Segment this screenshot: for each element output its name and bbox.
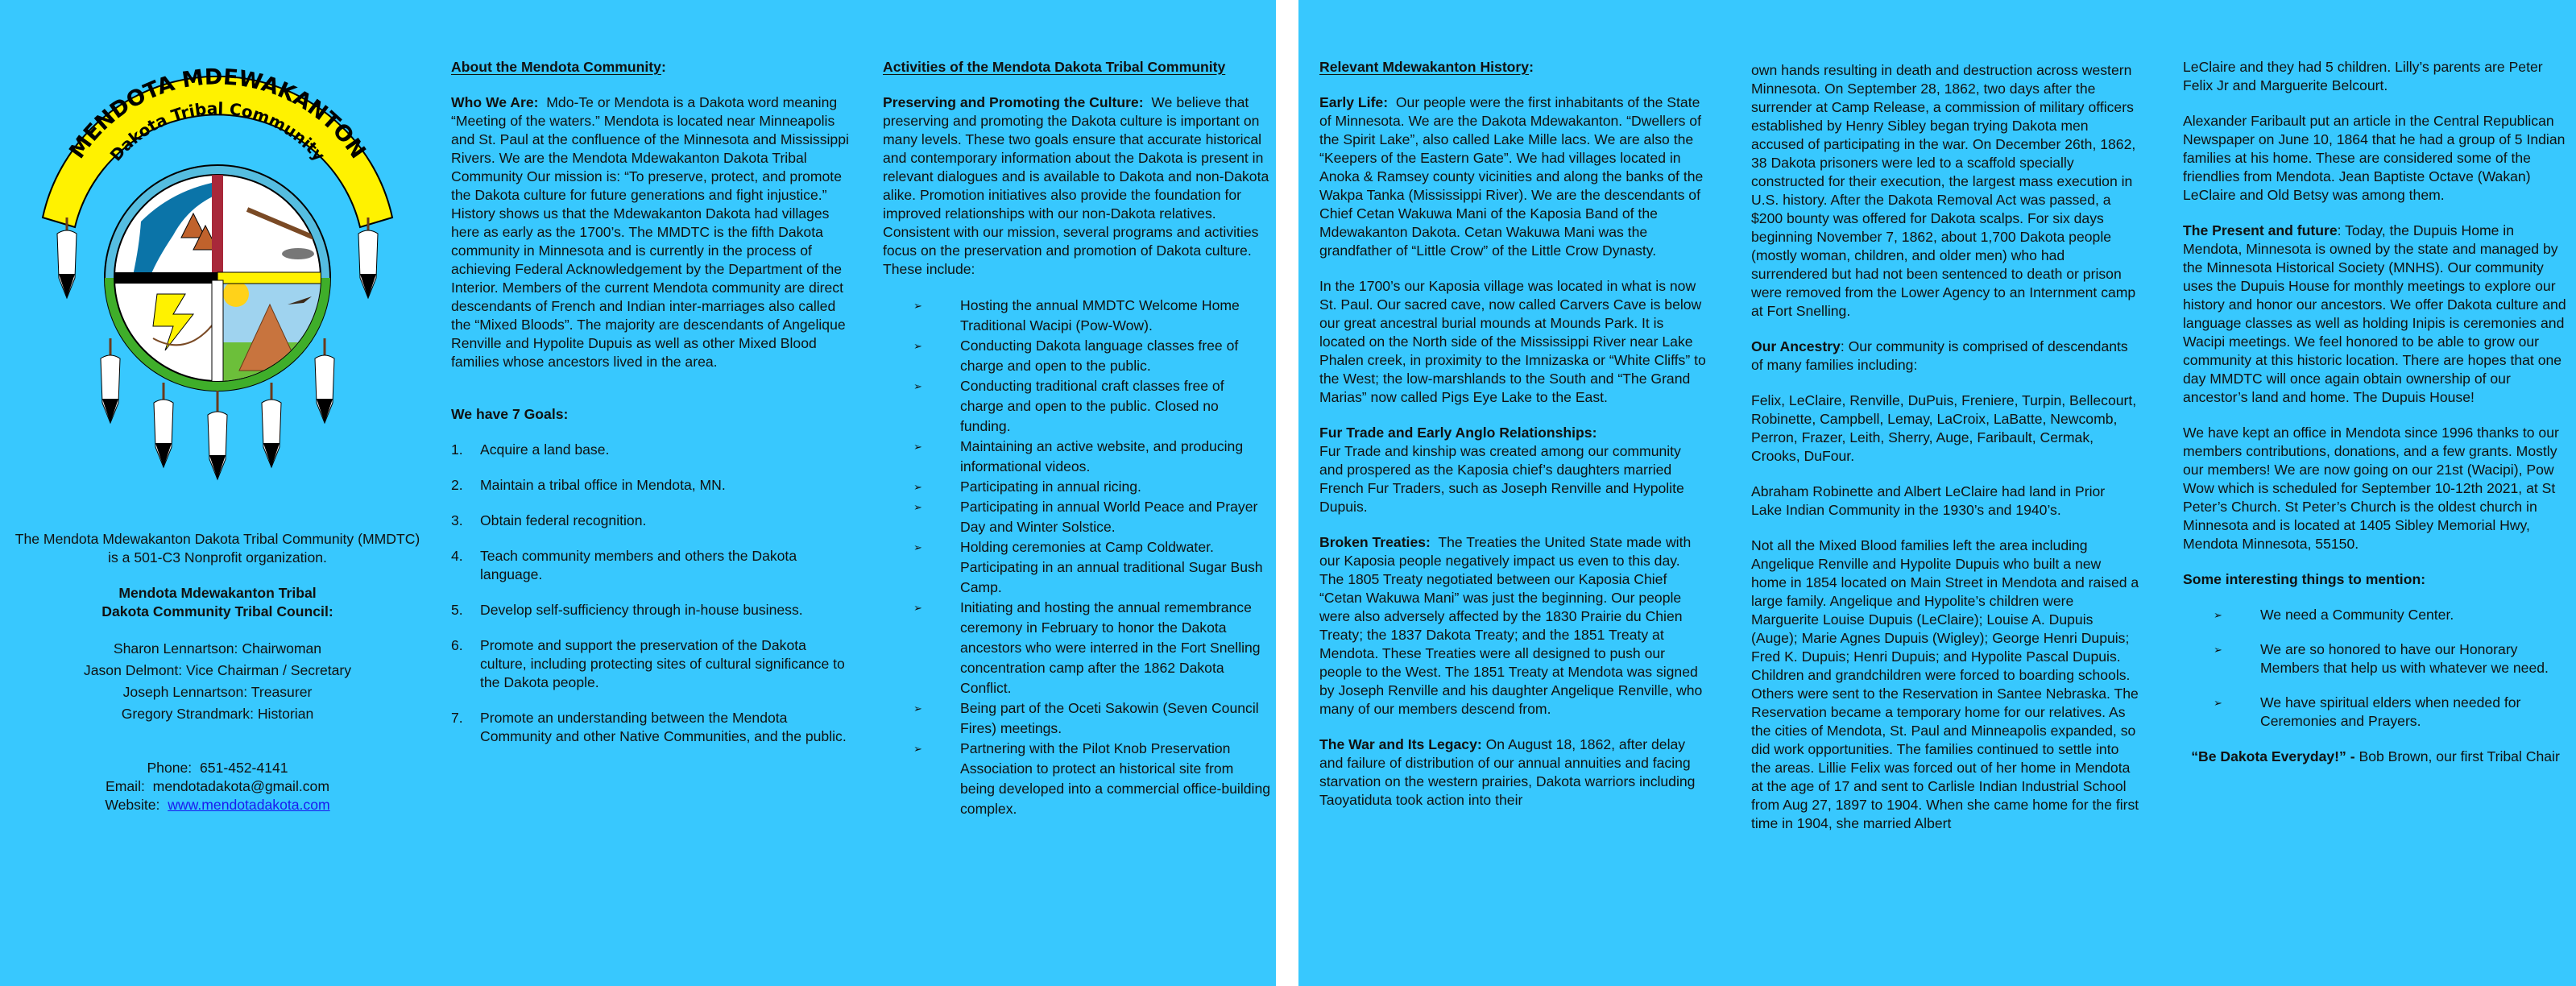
activities-heading: Activities of the Mendota Dakota Tribal Community [883, 59, 1226, 75]
arrow-bullet-icon: ➢ [913, 340, 922, 352]
contact-email: Email: mendotadakota@gmail.com [106, 778, 329, 794]
feather-icon [282, 248, 314, 259]
arrow-bullet-icon: ➢ [913, 743, 922, 755]
cross-bar-yellow [217, 272, 330, 284]
fur-trade-paragraph: Fur Trade and kinship was created among our community and prospered as the Kaposia chief’s daughters married French Fur Traders, such as Joseph Renville and Hypolite Dupuis. [1319, 443, 1684, 515]
cross-bar-white [212, 280, 223, 387]
website-link[interactable]: www.mendotadakota.com [168, 797, 330, 813]
contact-phone: Phone: 651-452-4141 [147, 760, 288, 776]
logo-title-line2: Dakota Tribal Community [106, 98, 329, 165]
email-link[interactable]: mendotadakota@gmail.com [152, 778, 329, 794]
activity-item: ➢ Holding ceremonies at Camp Coldwater. Participating in an annual traditional Sugar Bush Camp. [883, 537, 1271, 598]
interesting-item: ➢ We need a Community Center. [2214, 607, 2454, 623]
present-paragraph: The Present and future: Today, the Dupuis Home in Mendota, Minnesota is owned by the state and managed by the Minnesota Historical Society (MNHS). Our community uses the Dupuis House for monthly meetings to explore our history and honor our ancestors. We offer Dakota culture and language classes as well as holding Inipis is ceremonies and Wacipi meetings. We feel honored to be able to grow our community at this historic location. There are hopes that one day MMDTC will once again obtain ownership of our ancestor’s land and home. The Dupuis House! [2183, 222, 2566, 405]
arrow-bullet-icon: ➢ [2214, 644, 2222, 656]
arrow-bullet-icon: ➢ [913, 441, 922, 453]
families-list: Felix, LeClaire, Renville, DuPuis, Freniere, Turpin, Bellecourt, Robinette, Campbell, Lemay, LaCroix, LaBatte, Newcomb, Perron, Frazer, Leith, Sherry, Auge, Faribault, Cermak, Crooks, DuFour. [1751, 392, 2137, 464]
early-life-paragraph: Early Life: Our people were the first inhabitants of the State of Minnesota. We are the Dakota Mdewakanton. “Dwellers of the Spirit Lake”, also called Lake Mille lacs. We are also the “Keepers of the Eastern Gate”. We had villages located in Anoka & Ramsey county vicinities and along the banks of the Wakpa Tanka (Mississippi River). We are the descendants of Chief Cetan Wakuwa Mani of the Kaposia Band of the Mdewakanton Dakota. Cetan Wakuwa Mani was the grandfather of “Little Crow” of the Little Crow Dynasty. [1319, 94, 1704, 259]
arrow-bullet-icon: ➢ [2214, 609, 2222, 621]
contact-website: Website: www.mendotadakota.com [105, 797, 330, 813]
activity-item: ➢ Being part of the Oceti Sakowin (Seven Council Fires) meetings. [883, 698, 1271, 739]
interesting-heading: Some interesting things to mention: [2183, 571, 2426, 587]
sun-icon [223, 281, 249, 307]
kaposia-paragraph: In the 1700’s our Kaposia village was located in what is now St. Paul. Our sacred cave, now called Carvers Cave is below our great ancestral burial mounds at Mounds Park. It is located on the North side of the Mississippi River near Lake Phalen creek, in proximity to the Imnizaska or “White Cliffs” to the West; the low-marshlands to the South and “The Grand Marias” now called Pigs Eye Lake to the East. [1319, 278, 1706, 405]
interesting-list [2183, 606, 2568, 731]
council-member: Sharon Lennartson: Chairwoman [113, 640, 322, 657]
interesting-item: ➢ We have spiritual elders when needed for Ceremonies and Prayers. [2214, 694, 2521, 729]
interesting-item: ➢ We are so honored to have our Honorary Members that help us with whatever we need. [2214, 641, 2549, 676]
goal-item: 3. Obtain federal recognition. [451, 512, 647, 528]
goals-heading: We have 7 Goals: [451, 406, 569, 422]
goal-item: 2. Maintain a tribal office in Mendota, MN. [451, 477, 726, 493]
closing-quote: “Be Dakota Everyday!” - Bob Brown, our first Tribal Chair [2191, 748, 2560, 764]
present-section [2183, 0, 2568, 986]
treaties-paragraph: Broken Treaties: The Treaties the United State made with our Kaposia people negatively impact us even to this day. The 1805 Treaty negotiated between our Kaposia Chief “Cetan Wakuwa Mani” was just the beginning. Our people were also adversely affected by the 1830 Prairie du Chien Treaty; the 1837 Dakota Treaty; and the 1851 Treaty at Mendota. These Treaties were all designed to push our people to the West. The 1851 Treaty at Mendota was signed by Joseph Renville and his daughter Angelique Renville, who many of our members descend from. [1319, 534, 1703, 717]
who-we-are: Who We Are: Mdo-Te or Mendota is a Dakota word meaning “Meeting of the waters.” Mendota is located near Minneapolis and St. Paul at the confluence of the Minnesota and Mississippi Rivers. We are the Mendota Mdewakanton Dakota Tribal Community Our mission is: “To preserve, protect, and promote the Dakota culture for future generations and fight injustice.” History shows us that the Mdewakanton Dakota had villages here as early as the 1700’s. The MMDTC is the fifth Dakota community in Minnesota and is currently in the process of achieving Federal Acknowledgement by the Department of the Interior. Members of the current Mendota community are direct descendants of French and Indian inter-marriages also called the “Mixed Bloods”. The majority are descendants of Angelique Renville and Hypolite Dupuis as well as other Mixed Blood families whose ancestors lived in the area. [451, 94, 849, 370]
council-list [10, 638, 425, 725]
arrow-bullet-icon: ➢ [913, 602, 922, 614]
cross-bar-red [212, 169, 223, 276]
history-continued [1751, 0, 2139, 986]
war-paragraph: The War and Its Legacy: On August 18, 1862, after delay and failure of distribution of our annual annuities and facing starvation on the western prairies, Dakota warriors including Taoyatiduta took action into their [1319, 736, 1696, 808]
goal-item: 6. Promote and support the preservation of the Dakota culture, including protecting sites of cultural significance to the Dakota people. [451, 637, 845, 690]
history-heading: Relevant Mdewakanton History: [1319, 59, 1534, 75]
activities-list [883, 296, 1271, 819]
activity-item: ➢ Conducting Dakota language classes free of charge and open to the public. [883, 336, 1271, 376]
tribal-logo [36, 48, 399, 499]
arrow-bullet-icon: ➢ [913, 541, 922, 553]
logo-title-line1: MENDOTA MDEWAKANTON [64, 64, 371, 164]
about-section [451, 0, 854, 986]
activity-item: ➢ Initiating and hosting the annual remembrance ceremony in February to honor the Dakota ancestors who were interred in the Fort Snelling concentration camp after the 1862 Dakota Conflict. [883, 598, 1271, 698]
activities-section [883, 0, 1271, 986]
office-paragraph: We have kept an office in Mendota since 1996 thanks to our members contributions, donations, and a few grants. Mostly our members! We are now going on our 21st (Wacipi), Pow Wow which is scheduled for September 10-12th 2021, at St Peter’s Church. St Peter’s Church is the oldest church in Minnesota and is located at 1405 Sibley Memorial Hwy, Mendota Minnesota, 55150. [2183, 425, 2559, 552]
mixed-blood-paragraph: Not all the Mixed Blood families left the area including Angelique Renville and Hypolite Dupuis who built a new home in 1854 located on Main Street in Mendota and raised a large family. Angelique and Hypolite’s children were Marguerite Louise Dupuis (LeClaire); Louise A. Dupuis (Auge); Marie Agnes Dupuis (Wigley); George Henri Dupuis; Fred K. Dupuis; Henri Dupuis; and Hypolite Pascal Dupuis. Children and grandchildren were forced to boarding schools. Others were sent to the Reservation in Santee Nebraska. The Reservation became a temporary home for our relatives. As the cities of Mendota, St. Paul and Minneapolis expanded, so did work opportunities. The families continued to settle into the areas. Lillie Felix was forced out of her home in Mendota at the age of 17 and sent to Carlisle Indian Industrial School from Aug 27, 1897 to 1904. When she came home for the first time in 1904, she married Albert [1751, 537, 2139, 831]
prior-lake-paragraph: Abraham Robinette and Albert LeClaire had land in Prior Lake Indian Community in the 1930’s and 1940’s. [1751, 483, 2106, 518]
arrow-bullet-icon: ➢ [913, 481, 922, 493]
history-section [1319, 0, 1708, 986]
activity-item: ➢ Participating in annual ricing. [883, 477, 1271, 497]
activity-item: ➢ Conducting traditional craft classes free of charge and open to the public. Closed no funding. [883, 376, 1271, 437]
arrow-bullet-icon: ➢ [2214, 697, 2222, 709]
about-heading: About the Mendota Community: [451, 59, 666, 75]
cross-bar-black [109, 272, 217, 284]
org-info-panel [10, 0, 425, 986]
faribault-paragraph: Alexander Faribault put an article in the Central Republican Newspaper on June 10, 1864 that he had a group of 5 Indian families at his home. These are considered some of the friendlies from Mendota. Jean Baptiste Octave (Wakan) LeClaire and Old Betsy was among them. [2183, 113, 2566, 203]
arrow-bullet-icon: ➢ [913, 702, 922, 715]
arrow-bullet-icon: ➢ [913, 380, 922, 392]
council-title: Mendota Mdewakanton Tribal Dakota Community Tribal Council: [101, 585, 333, 619]
council-member: Jason Delmont: Vice Chairman / Secretary [83, 662, 352, 678]
activity-item: ➢ Participating in annual World Peace and Prayer Day and Winter Solstice. [883, 497, 1271, 537]
activity-item: ➢ Partnering with the Pilot Knob Preservation Association to protect an historical site from being developed into a commercial office-building complex. [883, 739, 1271, 819]
activity-item: ➢ Hosting the annual MMDTC Welcome Home Traditional Wacipi (Pow-Wow). [883, 296, 1271, 336]
arrow-bullet-icon: ➢ [913, 300, 922, 312]
goal-item: 7. Promote an understanding between the Mendota Community and other Native Communities, and the public. [451, 710, 847, 744]
goal-item: 4. Teach community members and others the Dakota language. [451, 548, 797, 582]
org-statement: The Mendota Mdewakanton Dakota Tribal Community (MMDTC) is a 501-C3 Nonprofit organization. [14, 531, 420, 566]
council-member: Joseph Lennartson: Treasurer [122, 684, 313, 700]
goals-list [451, 441, 854, 746]
culture-paragraph: Preserving and Promoting the Culture: We believe that preserving and promoting the Dakota culture is important on many levels. These two goals ensure that accurate historical and contemporary information about the Dakota is present in relevant dialogues and is available to Dakota and non-Dakota alike. Promotion initiatives also provide the foundation for improved relationships with our non-Dakota relatives. Consistent with our mission, several programs and activities focus on the preservation and promotion of Dakota culture. These include: [883, 94, 1269, 277]
war-paragraph-continued: own hands resulting in death and destruction across western Minnesota. On September 28, 1862, two days after the surrender at Camp Release, a commission of military officers established by Henry Sibley began trying Dakota men accused of participating in the war. On December 26th, 1862, 38 Dakota prisoners were led to a scaffold specially constructed for their execution, the largest mass execution in U.S. history. After the Dakota Removal Act was passed, a $200 bounty was offered for Dakota scalps. For six days beginning November 7, 1862, about 1,700 Dakota people (mostly woman, children, and older men) who had surrendered but had not been sentenced to death or prison were removed from the Lower Agency to an Internment camp at Fort Snelling. [1751, 62, 2136, 319]
goal-item: 5. Develop self-sufficiency through in-house business. [451, 602, 803, 618]
mixed-blood-continued: LeClaire and they had 5 children. Lilly’s parents are Peter Felix Jr and Marguerite Belcourt. [2183, 59, 2543, 93]
ancestry-paragraph: Our Ancestry: Our community is comprised of descendants of many families including: [1751, 338, 2128, 373]
activity-item: ➢ Maintaining an active website, and producing informational videos. [883, 437, 1271, 477]
arrow-bullet-icon: ➢ [913, 501, 922, 513]
council-member: Gregory Strandmark: Historian [121, 706, 314, 722]
fur-trade-heading: Fur Trade and Early Anglo Relationships: [1319, 425, 1597, 441]
goal-item: 1. Acquire a land base. [451, 441, 610, 458]
